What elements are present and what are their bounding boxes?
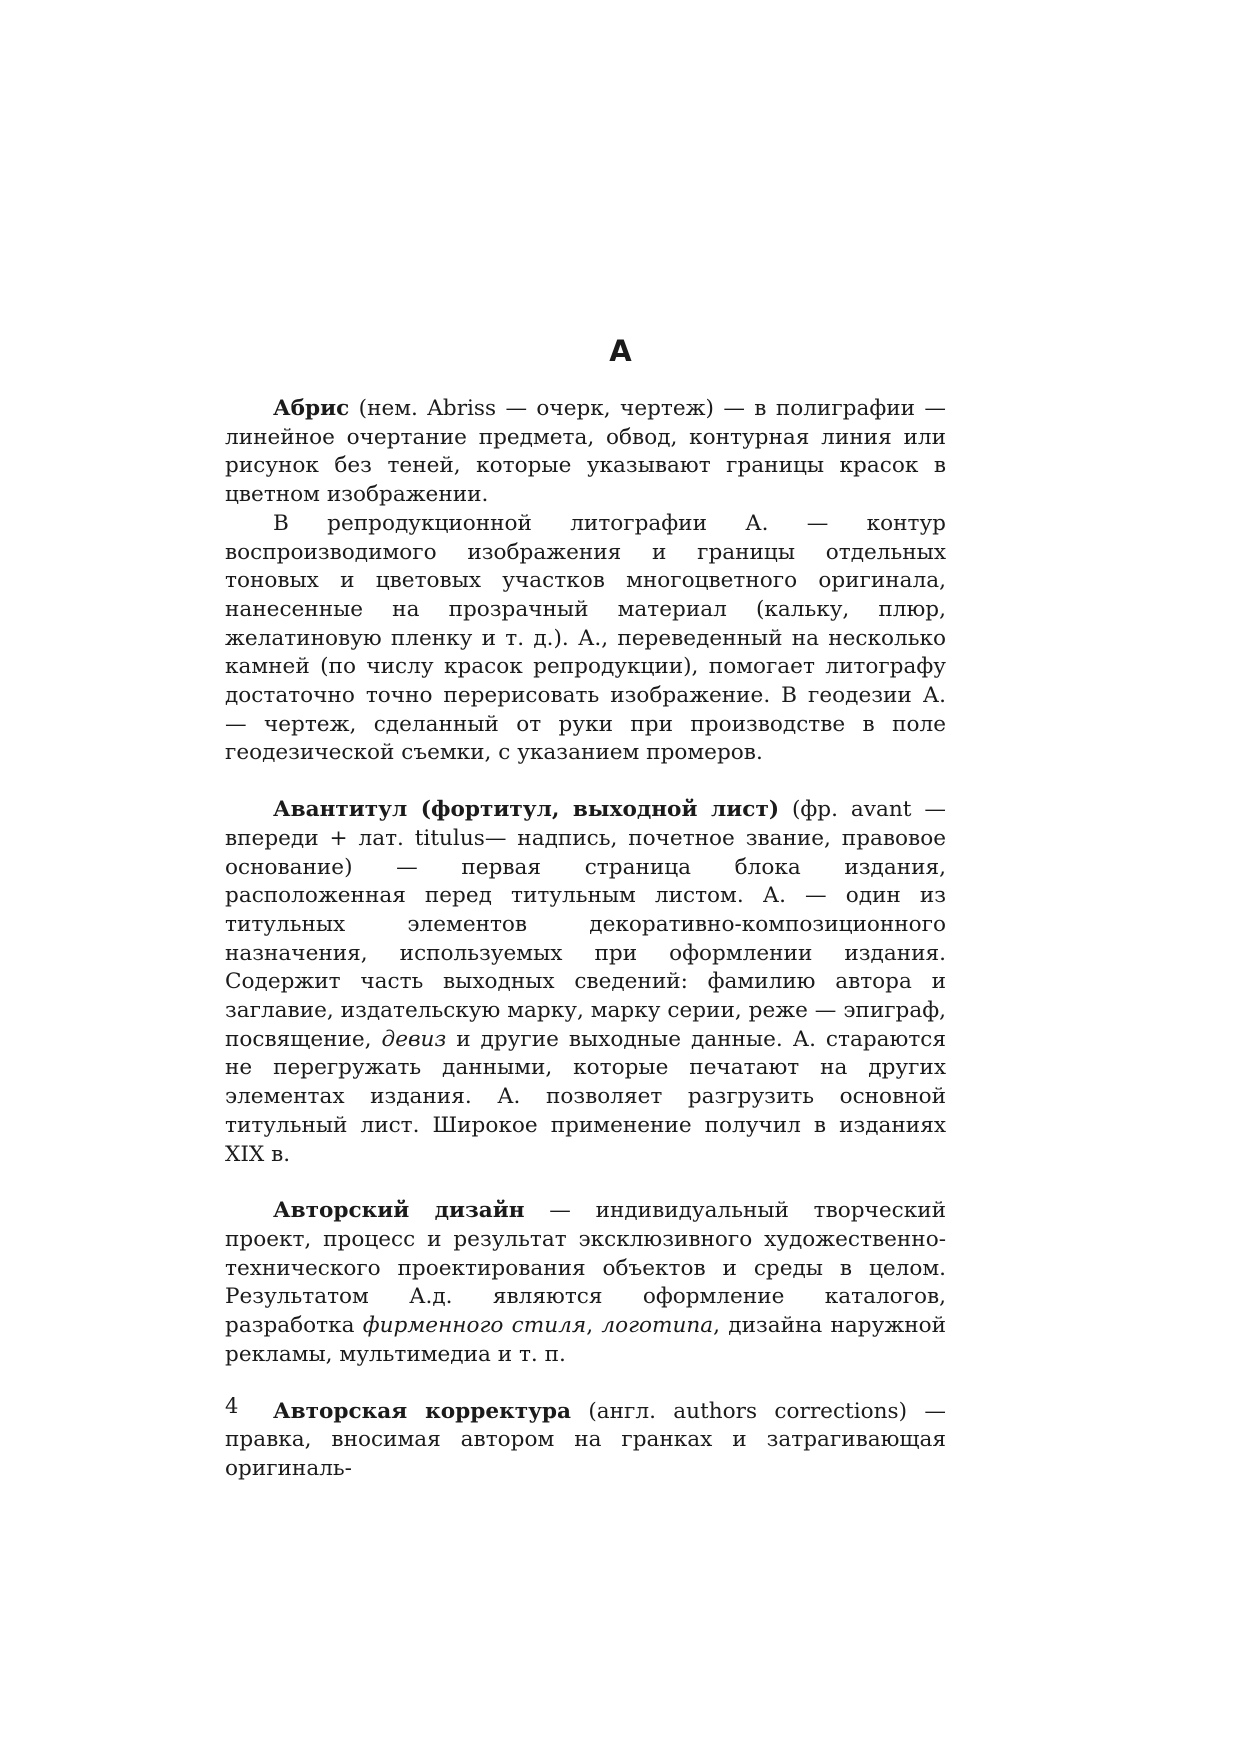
entry-definition: — индивидуальный творческий проект, процесс и результат эксклюзивного художественно-технического проектирования объектов и среды в целом. Результатом А.д. являются оформление каталогов, разработка xyxy=(225,1198,946,1339)
page-number: 4 xyxy=(225,1394,239,1418)
entry-abris-continuation: В репродукционной литографии А. — контур воспроизводимого изображения и границы отдельных тоновых и цветовых участков многоцветного оригинала, нанесенные на прозрачный материал (кальку, плюр, желатиновую пленку и т. д.). А., переведенный на несколько камней (по числу красок репродукции), помогает литографу достаточно точно перерисовать изображение. В геодезии А. — чертеж, сделанный от руки при производстве в поле геодезической съемки, с указанием промеров. xyxy=(225,510,946,766)
entry-definition: (англ. authors corrections) — правка, вносимая автором на гранках и затрагивающая оригиналь- xyxy=(225,1398,946,1481)
entry-term: Авторский дизайн xyxy=(273,1198,525,1224)
dictionary-text-block xyxy=(225,395,946,1484)
entry-avtorsky-dizain xyxy=(225,1197,946,1369)
cross-reference: девиз xyxy=(381,1026,447,1052)
section-letter-heading: А xyxy=(609,334,632,368)
entry-definition: , дизайна наружной рекламы, мультимедиа и т. п. xyxy=(225,1313,946,1367)
entry-definition: (фр. avant — впереди + лат. titulus— надпись, почетное звание, правовое основание) — первая страница блока издания, расположенная перед титульным листом. А. — один из титульных элементов декоративно-композиционного назначения, используемых при оформлении издания. Содержит часть выходных сведений: фамилию автора и заглавие, издательскую марку, марку серии, реже — эпиграф, посвящение, xyxy=(225,797,946,1052)
entry-avtorskaya-korrektura xyxy=(225,1398,946,1484)
entry-definition: и другие выходные данные. А. стараются не перегружать данными, которые печатают на других элементах издания. А. позволяет разгрузить основной титульный лист. Широкое применение получил в изданиях XIX в. xyxy=(225,1026,946,1167)
cross-reference: фирменного стиля xyxy=(362,1313,587,1339)
entry-term: Авантитул (фортитул, выходной лист) xyxy=(273,797,780,823)
separator: , xyxy=(586,1313,602,1339)
entry-abris xyxy=(225,395,946,510)
cross-reference: логотипа xyxy=(601,1313,714,1339)
entry-term: Авторская корректура xyxy=(273,1398,571,1424)
entry-avantitul xyxy=(225,796,946,1169)
entry-definition: (нем. Abriss — очерк, чертеж) — в полиграфии — линейное очертание предмета, обвод, контурная линия или рисунок без теней, которые указывают границы красок в цветном изображении. xyxy=(225,396,946,508)
entry-term: Абрис xyxy=(273,396,350,421)
